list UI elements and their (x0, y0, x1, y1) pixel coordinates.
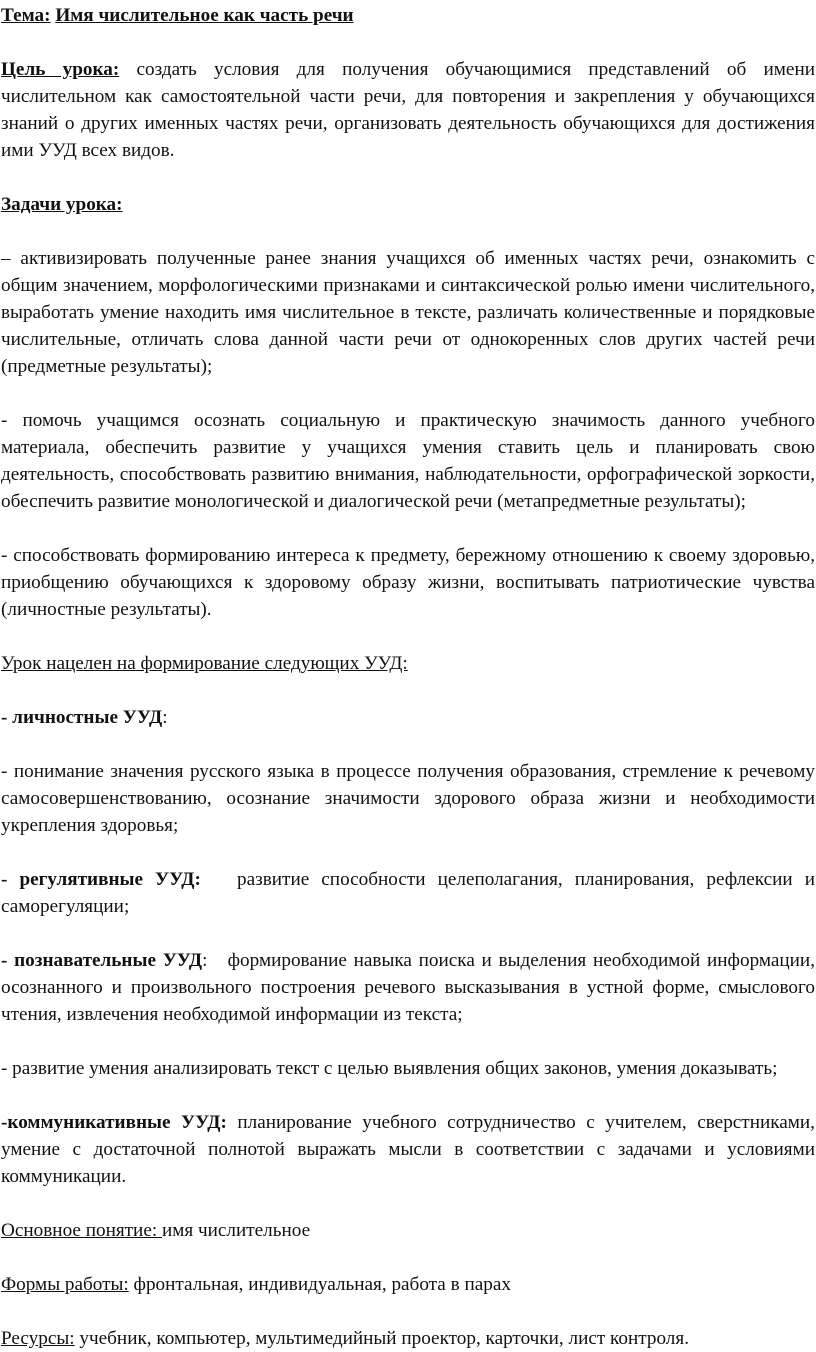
resources-text: учебник, компьютер, мультимедийный проектор, карточки, лист контроля. (74, 1328, 689, 1349)
uud-communicative-label: -коммуникативные УУД: (1, 1112, 227, 1133)
uud-cognitive-extra: - развитие умения анализировать текст с целью выявления общих законов, умения доказывать; (1, 1058, 778, 1079)
uud-personal-heading: - личностные УУД: (1, 707, 168, 728)
topic-text: Имя числительное как часть речи (55, 5, 354, 26)
work-forms (1, 1271, 815, 1298)
forms-text: фронтальная, индивидуальная, работа в парах (128, 1274, 511, 1295)
document-page (0, 2, 816, 1349)
uud-communicative (1, 1109, 815, 1190)
goal-text: создать условия для получения обучающимися представлений об имени числительном как самостоятельной части речи, для повторения и закрепления у обучающихся знаний о других именных частях речи, организовать деятельность обучающихся для достижения ими УУД всех видов. (1, 59, 815, 161)
uud-communicative-text: планирование учебного сотрудничество с учителем, сверстниками, умение с достаточной полнотой выражать мысли в соответствии с задачами и условиями коммуникации. (1, 1112, 815, 1187)
resources (1, 1325, 815, 1352)
task-item-metasubject: - помочь учащимся осознать социальную и практическую значимость данного учебного материала, обеспечить развитие у учащихся умения ставить цель и планировать свою деятельность, способствовать развитию внимания, наблюдательности, орфографической зоркости, обеспечить развитие монологической и диалогической речи (метапредметные результаты); (1, 410, 815, 512)
uud-intro: Урок нацелен на формирование следующих УУД: (1, 653, 408, 674)
goal-label: Цель урока: (1, 59, 120, 80)
uud-personal-text: - понимание значения русского языка в процессе получения образования, стремление к речевому самосовершенствованию, осознание значимости здорового образа жизни и необходимости укрепления здоровья; (1, 761, 815, 836)
task-item-personal: - способствовать формированию интереса к предмету, бережному отношению к своему здоровью, приобщению обучающихся к здоровому образу жизни, воспитывать патриотические чувства (личностные результаты). (1, 545, 815, 620)
uud-cognitive: - познавательные УУД: формирование навыка поиска и выделения необходимой информации, осознанного и произвольного построения речевого высказывания в устной форме, смыслового чтения, извлечения необходимой информации из текста; (1, 947, 815, 1028)
uud-regulatory-text: развитие способности целеполагания, планирования, рефлексии и саморегуляции; (1, 869, 815, 917)
task-item-subject: – активизировать полученные ранее знания учащихся об именных частях речи, ознакомить с общим значением, морфологическими признаками и синтаксической ролью имени числительного, выработать умение находить имя числительное в тексте, различать количественные и порядковые числительные, отличать слова данной части речи от однокоренных слов других частей речи (предметные результаты); (1, 248, 815, 377)
topic-label: Тема: (1, 5, 51, 26)
lesson-topic (1, 2, 815, 29)
forms-label: Формы работы: (1, 1274, 129, 1295)
resources-label: Ресурсы: (1, 1328, 75, 1349)
concept-text: имя числительное (161, 1220, 311, 1241)
uud-cognitive-label: - познавательные УУД (1, 950, 203, 971)
lesson-goal (1, 56, 815, 164)
concept-label: Основное понятие: (1, 1220, 162, 1241)
uud-cognitive-text: формирование навыка поиска и выделения необходимой информации, осознанного и произвольного построения речевого высказывания в устной форме, смыслового чтения, извлечения необходимой информации из текста; (1, 950, 816, 1025)
uud-personal-label: - личностные УУД (1, 707, 163, 728)
uud-regulatory-label: - регулятивные УУД: (1, 869, 201, 890)
tasks-heading: Задачи урока: (1, 194, 123, 215)
main-concept (1, 1217, 815, 1244)
uud-regulatory (1, 866, 815, 920)
